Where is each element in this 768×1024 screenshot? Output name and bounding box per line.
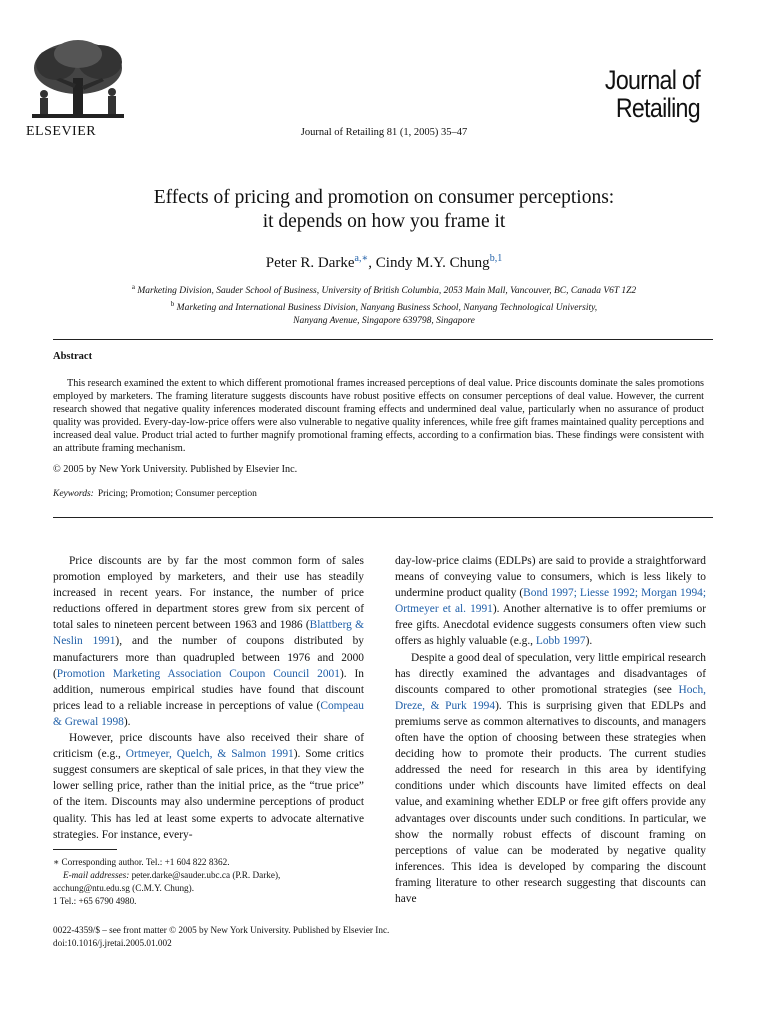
footnote-phone: 1 Tel.: +65 6790 4980.: [53, 896, 137, 906]
issn-line: 0022-4359/$ – see front matter © 2005 by New York University. Published by Elsevier Inc.: [53, 925, 390, 935]
body-text: ). Another alternative is to offer premiums or free gifts. Anecdotal evidence suggests consumers often view such offers as highly valuable (e.g.,: [395, 603, 707, 648]
body-text: ).: [585, 635, 593, 648]
journal-title: [580, 66, 700, 122]
footnote-corresponding: ∗ Corresponding author. Tel.: +1 604 822 8362.: [53, 857, 230, 867]
author-chung[interactable]: Cindy M.Y. Chung: [375, 255, 490, 271]
body-text: day-low-price claims (EDLPs) are said to provide a straightforward means of conveying value to consumers, which is less likely to undermine product quality (: [395, 555, 706, 600]
citation-link[interactable]: Blattberg & Neslin 1991: [53, 619, 364, 648]
body-text: ). This is surprising given that EDLPs and premiums serve as common alternatives to discounts, and managers often have the option of choosing between these strategies when deciding how to promote their products. The current studies addressed the need for research in this area by identifying conditions under which discounts have limited effects on deal value, and examining whether EDLP or free gift offers provide any advantages over discounts under such conditions. In particular, we show the normally robust effects of discount framing on perceptions of value can be moderated by negative quality inferences. This idea is developed by comparing the discount framing literature to other research suggesting that discounts can have: [395, 699, 706, 905]
affiliation-b-line2: Nanyang Avenue, Singapore 639798, Singapore: [293, 316, 475, 327]
article-title: [0, 186, 768, 234]
citation-link[interactable]: Lobb 1997: [535, 635, 586, 648]
article-title-line2: it depends on how you frame it: [262, 211, 506, 232]
footnote-emails: [53, 869, 364, 882]
footnote-rule: [53, 849, 117, 850]
publisher-name: ELSEVIER: [26, 124, 97, 139]
footnotes: [53, 856, 364, 908]
author-chung-marks[interactable]: b,1: [489, 253, 503, 264]
doi-line[interactable]: doi:10.1016/j.jretai.2005.01.002: [53, 938, 172, 948]
citation-link[interactable]: Ortmeyer, Quelch, & Salmon 1991: [125, 748, 294, 761]
body-text: However, price discounts have also received their share of criticism (e.g.,: [53, 732, 364, 761]
body-text: Despite a good deal of speculation, very little empirical research has directly examined the advantages and disadvantages of discounts compared to other promotional strategies (see: [395, 651, 706, 696]
body-text: ). Some critics suggest consumers are skeptical of sale prices, in that they view the lower selling price, rather than the initial price, as the “true price” of the item. Discounts may also undermine perceptions of product quality. This has led at least some experts to advocate alternative strategies. For instance, every-: [53, 748, 364, 841]
footnote-email-label: E-mail addresses:: [63, 870, 130, 880]
body-text: ). In addition, numerous empirical studies have found that discount prices lead to a reliable increase in perceptions of value (: [53, 667, 364, 712]
author-separator: ,: [368, 255, 376, 271]
citation-link[interactable]: Hoch, Dreze, & Purk 1994: [395, 683, 706, 712]
article-title-line1: Effects of pricing and promotion on consumer perceptions:: [153, 187, 615, 208]
abstract-bottom-rule: [53, 517, 713, 518]
body-text: Price discounts are by far the most common form of sales promotion employed by marketers, and their use has steadily increased in recent years. For instance, the number of price reductions offered in department stores grew from six percent of total sales to nineteen percent between 1963 and 1986 (: [53, 555, 364, 632]
author-darke[interactable]: Peter R. Darke: [265, 255, 355, 271]
footnote-email-chung[interactable]: acchung@ntu.edu.sg (C.M.Y. Chung).: [53, 883, 194, 893]
body-column-right: [395, 553, 706, 907]
journal-citation: Journal of Retailing 81 (1, 2005) 35–47: [300, 127, 468, 138]
abstract-top-rule: [53, 339, 713, 340]
body-column-left: [53, 553, 364, 843]
elsevier-tree-logo: [26, 38, 130, 130]
body-paragraph: [53, 730, 364, 843]
author-list: [0, 253, 768, 272]
citation-link[interactable]: Bond 1997; Liesse 1992; Morgan 1994; Ortmeyer et al. 1991: [395, 587, 706, 616]
body-paragraph: [395, 553, 706, 650]
affiliation-a-text: Marketing Division, Sauder School of Business, University of British Columbia, 2053 Main Mall, Vancouver, BC, Canada V6T 1Z2: [137, 286, 637, 297]
citation-link[interactable]: Compeau & Grewal 1998: [53, 699, 364, 728]
affiliation-b: [0, 298, 768, 315]
body-text: ).: [123, 715, 131, 728]
journal-title-line1: Journal of: [604, 65, 700, 95]
affiliation-a: [0, 281, 768, 298]
affiliation-b-text: Marketing and International Business Division, Nanyang Business School, Nanyang Technological University,: [176, 303, 598, 314]
affiliation-b-mark: b: [170, 300, 175, 309]
citation-link[interactable]: Promotion Marketing Association Coupon Council 2001: [56, 667, 340, 680]
affiliations: [0, 281, 768, 328]
footnote-email-darke[interactable]: peter.darke@sauder.ubc.ca (P.R. Darke),: [129, 870, 281, 880]
keywords-list: Pricing; Promotion; Consumer perception: [97, 489, 257, 499]
body-paragraph: [395, 650, 706, 908]
abstract-copyright: © 2005 by New York University. Published by Elsevier Inc.: [53, 464, 298, 475]
bottom-info: [53, 924, 389, 950]
keywords: [53, 489, 257, 499]
keywords-label: Keywords:: [53, 489, 94, 499]
affiliation-a-mark: a: [131, 283, 135, 291]
journal-title-line2: Retailing: [615, 93, 700, 123]
abstract-heading: Abstract: [53, 351, 93, 362]
author-darke-marks[interactable]: a,∗: [354, 253, 369, 264]
body-text: ), and the number of coupons distributed by manufacturers more than quadrupled between 1976 and 2000 (: [53, 635, 364, 680]
body-paragraph: [53, 553, 364, 730]
abstract-text: This research examined the extent to which different promotional frames increased perceptions of deal value. Price discounts dominate the sales promotions employed by marketers. The framing literature suggests discounts have robust positive effects on consumer perceptions of deal value. However, the current research showed that negative quality inferences moderated discount framing effects and undermined deal value, particularly when no assurance of product quality was provided. Every-day-low-price offers were also vulnerable to negative quality inferences, while free gift frames maintained quality perceptions and increased deal value. Product trial acted to further magnify promotional framing effects, according to a confirmation bias. These findings were consistent with an attribute framing mechanism.: [53, 378, 704, 454]
